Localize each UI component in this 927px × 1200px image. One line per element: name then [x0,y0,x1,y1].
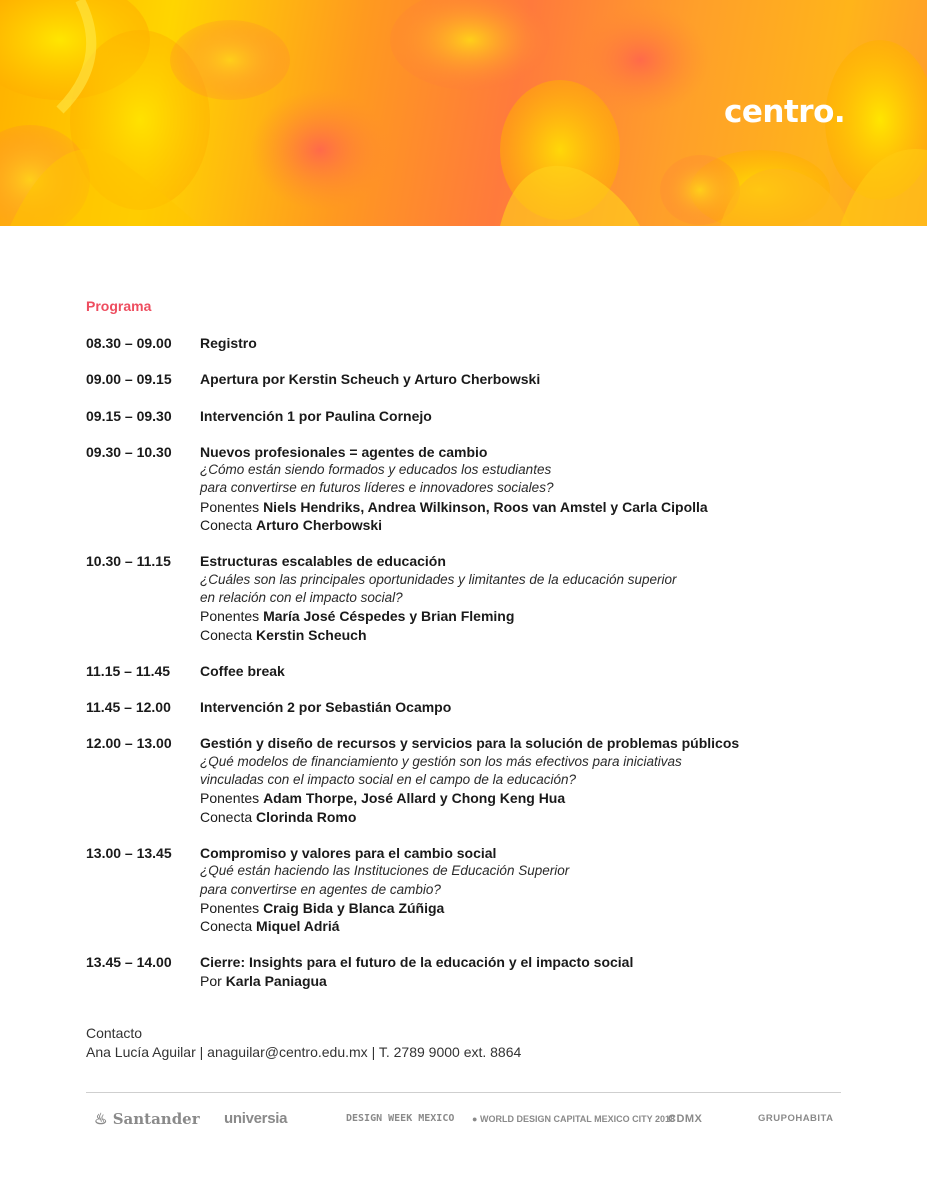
schedule-row [86,407,846,425]
header-banner [0,0,927,226]
schedule-time: 09.30 – 10.30 [86,443,172,460]
session-speakers [200,607,846,625]
globe-icon: ● [472,1114,478,1124]
session-title: Coffee break [200,662,285,679]
cdmx-logo: CDMX [668,1113,703,1125]
speakers-names: María José Céspedes y Brian Fleming [263,608,515,625]
session-title: Intervención 1 por Paulina Cornejo [200,407,432,424]
schedule-row [86,734,846,825]
moderator-label: Conecta [200,918,253,935]
session-moderator [200,626,846,644]
universia-logo: universia [224,1110,288,1127]
schedule-row [86,844,846,935]
sponsor-logos [86,1108,841,1130]
schedule-row [86,443,846,534]
session-title: Nuevos profesionales = agentes de cambio [200,443,488,460]
session-question: para convertirse en futuros líderes e innovadores sociales? [200,480,554,496]
moderator-label: Conecta [200,808,253,825]
session-speakers [200,899,846,917]
schedule-time: 09.15 – 09.30 [86,407,172,424]
schedule-time: 08.30 – 09.00 [86,335,172,351]
session-presenter [200,972,846,990]
schedule-row [86,953,846,990]
design-week-mexico-logo: DESIGN WEEK MEXICO [346,1113,455,1124]
speakers-label: Ponentes [200,899,260,916]
session-question: vinculadas con el impacto social en el campo de la educación? [200,772,576,788]
centro-logo: centro. [724,94,846,130]
program-title: Programa [86,298,152,314]
schedule-row [86,552,846,643]
moderator-name: Miquel Adriá [256,918,340,935]
world-design-capital-logo: ● WORLD DESIGN CAPITAL MEXICO CITY 2018 [472,1114,675,1124]
grupohabita-logo: GRUPOHABITA [758,1113,834,1124]
schedule-time: 11.45 – 12.00 [86,699,171,716]
session-moderator [200,516,846,534]
session-speakers [200,498,846,516]
schedule-row [86,370,846,388]
speakers-names: Niels Hendriks, Andrea Wilkinson, Roos van Amstel y Carla Cipolla [263,498,708,515]
schedule-time: 10.30 – 11.15 [86,553,171,570]
session-question: para convertirse en agentes de cambio? [200,881,441,897]
contact-line: Ana Lucía Aguilar | anaguilar@centro.edu.mx | T. 2789 9000 ext. 8864 [86,1044,522,1060]
contact-block [86,1024,521,1062]
santander-logo: ♨ Santander [94,1110,200,1128]
schedule-time: 09.00 – 09.15 [86,371,172,388]
moderator-name: Kerstin Scheuch [256,626,367,643]
session-title: Registro [200,335,257,351]
schedule-row [86,334,846,352]
schedule-row [86,698,846,716]
session-speakers [200,789,846,807]
session-title: Estructuras escalables de educación [200,553,446,570]
schedule-time: 11.15 – 11.45 [86,662,171,679]
speakers-label: Ponentes [200,498,260,515]
session-question: ¿Cómo están siendo formados y educados los estudiantes [200,462,552,478]
session-question: en relación con el impacto social? [200,589,403,605]
moderator-name: Arturo Cherbowski [256,517,383,534]
session-question: ¿Qué están haciendo las Instituciones de Educación Superior [200,863,570,879]
session-title: Compromiso y valores para el cambio social [200,844,497,861]
session-moderator [200,917,846,935]
schedule-row [86,662,846,680]
presenter-label: Por [200,972,222,989]
schedule-time: 13.45 – 14.00 [86,954,172,971]
footer-divider [86,1092,841,1093]
session-question: ¿Cuáles son las principales oportunidades y limitantes de la educación superior [200,571,677,587]
session-title: Cierre: Insights para el futuro de la educación y el impacto social [200,954,634,971]
presenter-name: Karla Paniagua [225,972,327,989]
session-title: Intervención 2 por Sebastián Ocampo [200,699,452,716]
speakers-names: Craig Bida y Blanca Zúñiga [263,899,445,916]
contact-label: Contacto [86,1025,143,1041]
session-moderator [200,808,846,826]
session-title: Apertura por Kerstin Scheuch y Arturo Cherbowski [200,371,541,388]
moderator-label: Conecta [200,517,253,534]
schedule-time: 12.00 – 13.00 [86,735,172,752]
speakers-names: Adam Thorpe, José Allard y Chong Keng Hua [263,790,566,807]
schedule-time: 13.00 – 13.45 [86,844,172,861]
flame-icon: ♨ [94,1110,108,1128]
schedule [86,334,846,1008]
session-title: Gestión y diseño de recursos y servicios para la solución de problemas públicos [200,735,740,752]
session-question: ¿Qué modelos de financiamiento y gestión son los más efectivos para iniciativas [200,753,682,769]
speakers-label: Ponentes [200,608,260,625]
speakers-label: Ponentes [200,790,260,807]
moderator-label: Conecta [200,626,253,643]
moderator-name: Clorinda Romo [256,808,357,825]
